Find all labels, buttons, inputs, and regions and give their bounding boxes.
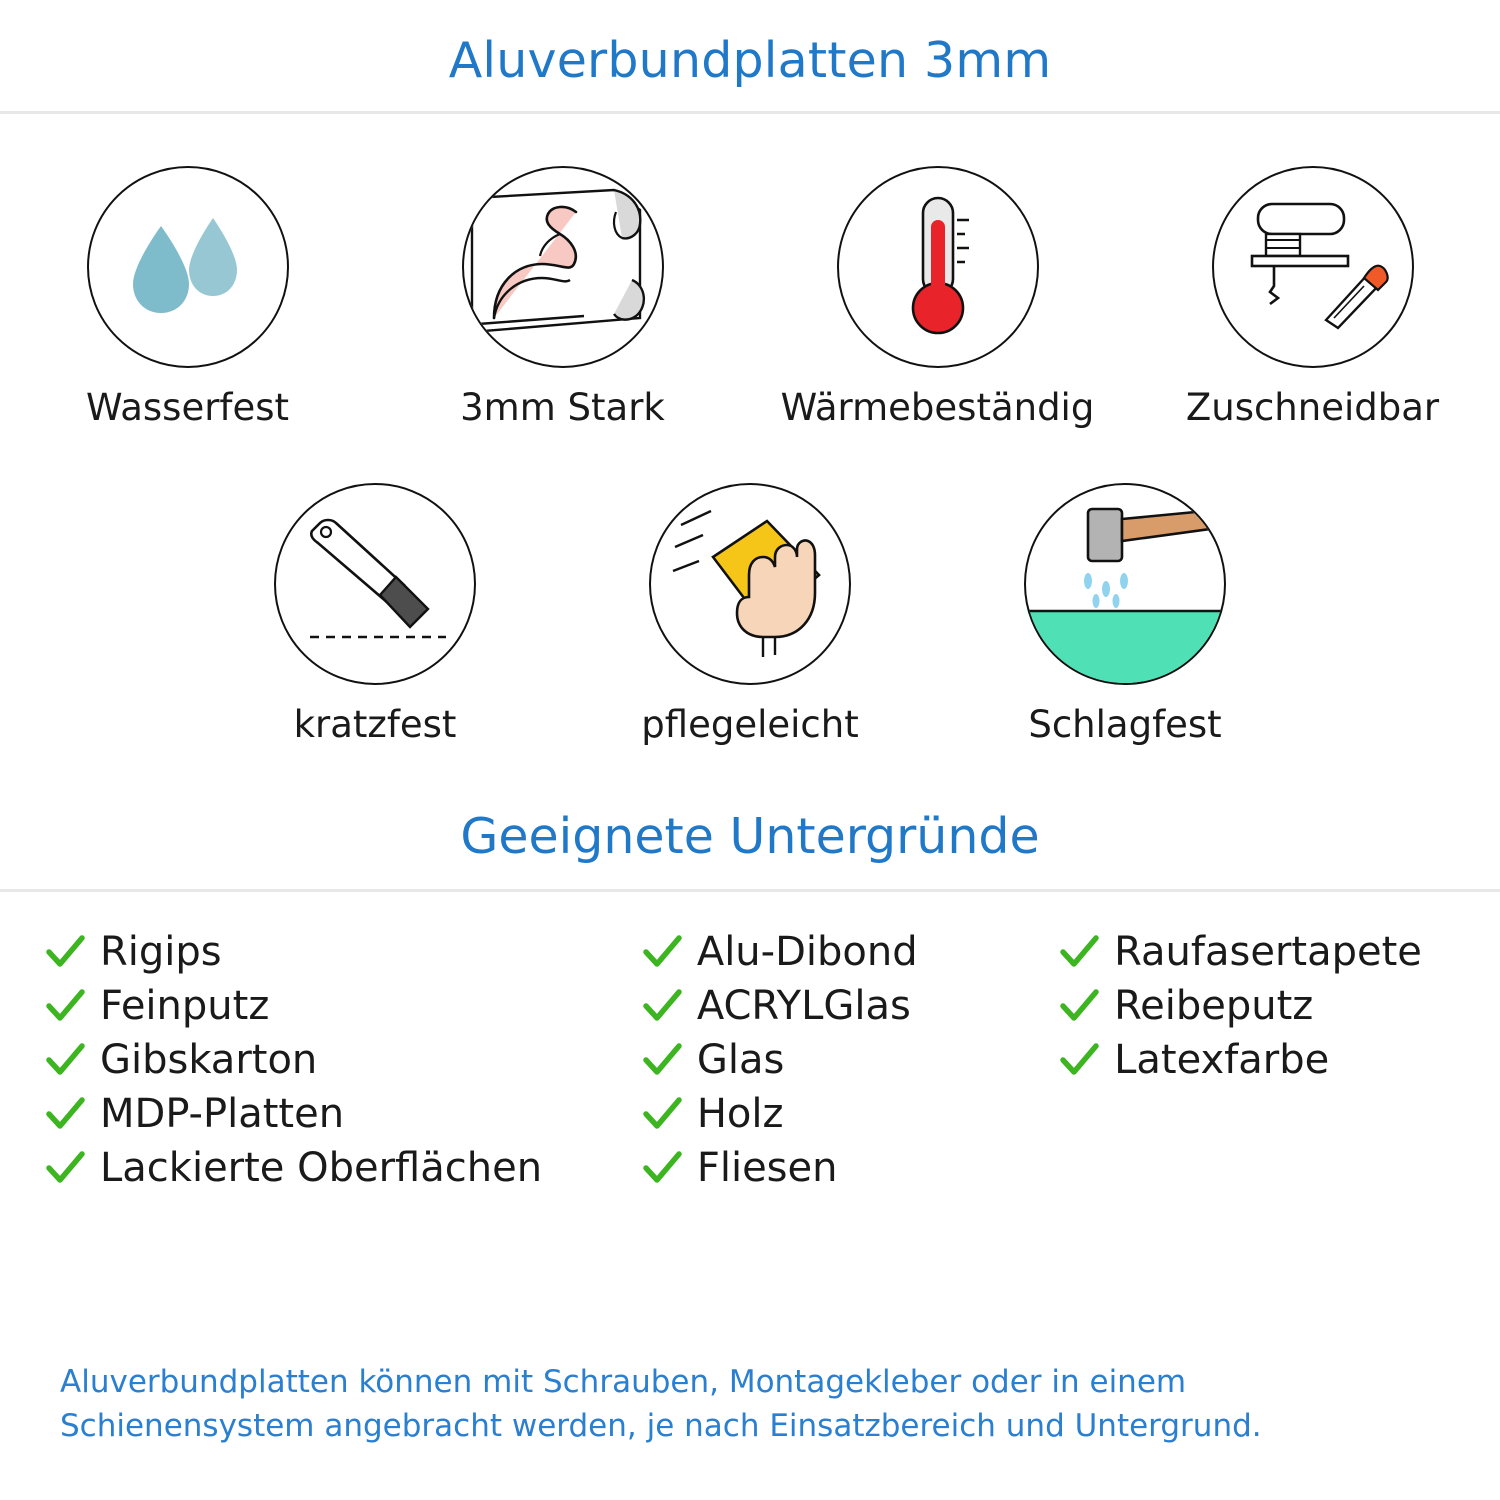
check-icon — [641, 1147, 683, 1189]
list-item — [1058, 980, 1456, 1032]
list-item — [641, 1088, 1058, 1140]
list-item-label: MDP-Platten — [100, 1091, 345, 1137]
list-item-label: Gibskarton — [100, 1037, 318, 1083]
substrate-column-2 — [641, 926, 1058, 1196]
list-item — [44, 926, 641, 978]
feature-row-1 — [0, 166, 1500, 429]
feature-schlagfest — [938, 483, 1313, 746]
list-item-label: Alu-Dibond — [696, 929, 918, 975]
list-item-label: Feinputz — [100, 983, 270, 1029]
check-icon — [44, 1039, 86, 1081]
feature-label: Wärmebeständig — [780, 386, 1095, 429]
list-item — [1058, 926, 1456, 978]
check-icon — [44, 1147, 86, 1189]
list-item-label: Fliesen — [696, 1145, 838, 1191]
check-icon — [44, 985, 86, 1027]
feature-label: Schlagfest — [1028, 703, 1222, 746]
feature-waermebestaendig — [750, 166, 1125, 429]
list-item — [44, 1088, 641, 1140]
feature-kratzfest — [188, 483, 563, 746]
check-icon — [641, 1093, 683, 1135]
list-item — [1058, 1034, 1456, 1086]
flexing-arm-icon — [462, 166, 664, 368]
feature-label: kratzfest — [293, 703, 457, 746]
feature-label: Wasserfest — [86, 386, 289, 429]
check-icon — [1058, 985, 1100, 1027]
check-icon — [44, 931, 86, 973]
hammer-impact-icon — [1024, 483, 1226, 685]
feature-label: 3mm Stark — [460, 386, 665, 429]
check-icon — [1058, 931, 1100, 973]
list-item-label: Holz — [696, 1091, 784, 1137]
feature-label: pflegeleicht — [641, 703, 859, 746]
feature-zuschneidbar — [1125, 166, 1500, 429]
list-item-label: Reibeputz — [1114, 983, 1314, 1029]
feature-row-2 — [0, 483, 1500, 746]
feature-3mm-stark — [375, 166, 750, 429]
check-icon — [44, 1093, 86, 1135]
features-section — [0, 166, 1500, 746]
list-item-label: Lackierte Oberflächen — [100, 1145, 543, 1191]
thermometer-icon — [837, 166, 1039, 368]
check-icon — [641, 1039, 683, 1081]
list-item — [44, 1034, 641, 1086]
jigsaw-cutter-icon — [1212, 166, 1414, 368]
list-item-label: Glas — [696, 1037, 785, 1083]
substrate-column-1 — [44, 926, 641, 1196]
substrate-column-3 — [1058, 926, 1456, 1196]
footnote-text: Aluverbundplatten können mit Schrauben, Montagekleber oder in einem Schienensystem angebracht werden, je nach Einsatzbereich und Untergrund. — [60, 1363, 1262, 1444]
feature-label: Zuschneidbar — [1185, 386, 1440, 429]
list-item — [44, 1142, 641, 1194]
list-item-label: ACRYLGlas — [696, 983, 911, 1029]
knife-scratch-icon — [274, 483, 476, 685]
list-item-label: Raufasertapete — [1114, 929, 1422, 975]
substrates-section — [0, 808, 1500, 1196]
list-item — [641, 926, 1058, 978]
list-item-label: Latexfarbe — [1114, 1037, 1330, 1083]
header-divider — [0, 111, 1500, 114]
feature-wasserfest — [0, 166, 375, 429]
check-icon — [641, 985, 683, 1027]
substrates-checklist — [0, 892, 1500, 1196]
page-title: Aluverbundplatten 3mm — [448, 32, 1052, 89]
list-item — [641, 980, 1058, 1032]
cleaning-cloth-hand-icon — [649, 483, 851, 685]
list-item-label: Rigips — [100, 929, 222, 975]
check-icon — [641, 931, 683, 973]
header — [0, 0, 1500, 89]
list-item — [641, 1034, 1058, 1086]
list-item — [44, 980, 641, 1032]
substrates-title: Geeignete Untergründe — [460, 808, 1040, 865]
check-icon — [1058, 1039, 1100, 1081]
list-item — [641, 1142, 1058, 1194]
water-drops-icon — [87, 166, 289, 368]
feature-pflegeleicht — [563, 483, 938, 746]
